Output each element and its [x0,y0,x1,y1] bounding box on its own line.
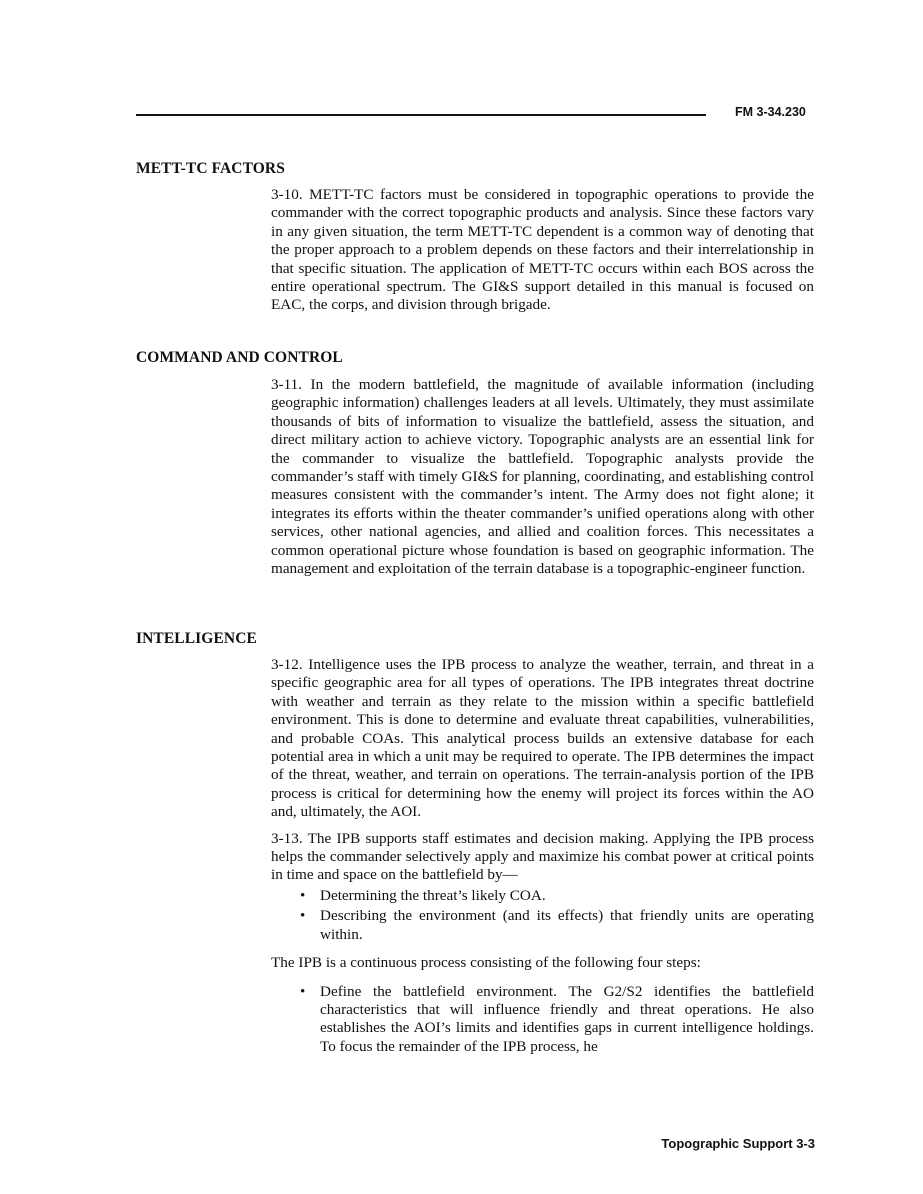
paragraph-3-11: 3-11. In the modern battlefield, the magnitude of available information (including geographic information) challenges leaders at all levels. Ultimately, they must assimilate thousands of bits of information to visualize the battlefield, assess the situation, and direct military action to achieve victory. Topographic analysts are an essential link for the commander to visualize the battlefield. Topographic analysts provide the commander’s staff with timely GI&S for planning, coordinating, and establishing control measures consistent with the commander’s intent. The Army does not fight alone; it integrates its efforts within the theater commander’s unified operations along with other services, other national agencies, and allied and coalition forces. This necessitates a common operational picture whose foundation is based on geographic information. The management and exploitation of the terrain database is a topographic-engineer function. [271,376,814,578]
bullet-list-ipb-benefits [271,887,814,944]
list-item: • Determining the threat’s likely COA. [300,886,546,904]
section-body-command-and-control [271,376,814,586]
bullet-list-ipb-steps [271,983,814,1057]
header-rule [136,114,706,116]
running-head: FM 3-34.230 [735,105,806,119]
section-heading-mett-tc: METT-TC FACTORS [136,160,285,177]
section-body-mett-tc [271,186,814,323]
paragraph-3-13: 3-13. The IPB supports staff estimates and decision making. Applying the IPB process helps the commander selectively apply and maximize his combat power at critical points in time and space on the battlefield by— [271,829,814,884]
paragraph-ipb-steps-intro: The IPB is a continuous process consisting of the following four steps: [271,954,701,972]
paragraph-3-10: 3-10. METT-TC factors must be considered in topographic operations to provide the commander with the correct topographic products and analysis. Since these factors vary in any given situation, the term METT-TC dependent is a common way of denoting that the proper approach to a problem depends on these factors and their interrelationship in that specific situation. The application of METT-TC occurs within each BOS across the entire operational spectrum. The GI&S support detailed in this manual is focused on EAC, the corps, and division through brigade. [271,186,814,314]
paragraph-3-12: 3-12. Intelligence uses the IPB process to analyze the weather, terrain, and threat in a specific geographic area for all types of operations. The IPB integrates threat doctrine with weather and terrain as they relate to the mission within a specific battlefield environment. This is done to determine and evaluate threat capabilities, vulnerabilities, and probable COAs. This analytical process builds an extensive database for each potential area in which a unit may be required to operate. The IPB determines the impact of the threat, weather, and terrain on operations. The terrain-analysis portion of the IPB process is critical for determining how the enemy will project its forces within the AO and, ultimately, the AOI. [271,656,814,821]
list-item: • Define the battlefield environment. The G2/S2 identifies the battlefield characteristics that will influence friendly and threat operations. He also establishes the AOI’s limits and identifies gaps in current intelligence holdings. To focus the remainder of the IPB process, he [300,982,814,1055]
section-body-intelligence [271,656,814,1066]
running-foot: Topographic Support 3-3 [661,1136,815,1151]
bullet-icon: • [300,907,306,925]
list-item: • Describing the environment (and its effects) that friendly units are operating within. [300,907,814,943]
bullet-icon: • [300,982,306,1000]
section-heading-intelligence: INTELLIGENCE [136,630,257,647]
section-heading-command-and-control: COMMAND AND CONTROL [136,349,343,366]
bullet-icon: • [300,886,306,904]
